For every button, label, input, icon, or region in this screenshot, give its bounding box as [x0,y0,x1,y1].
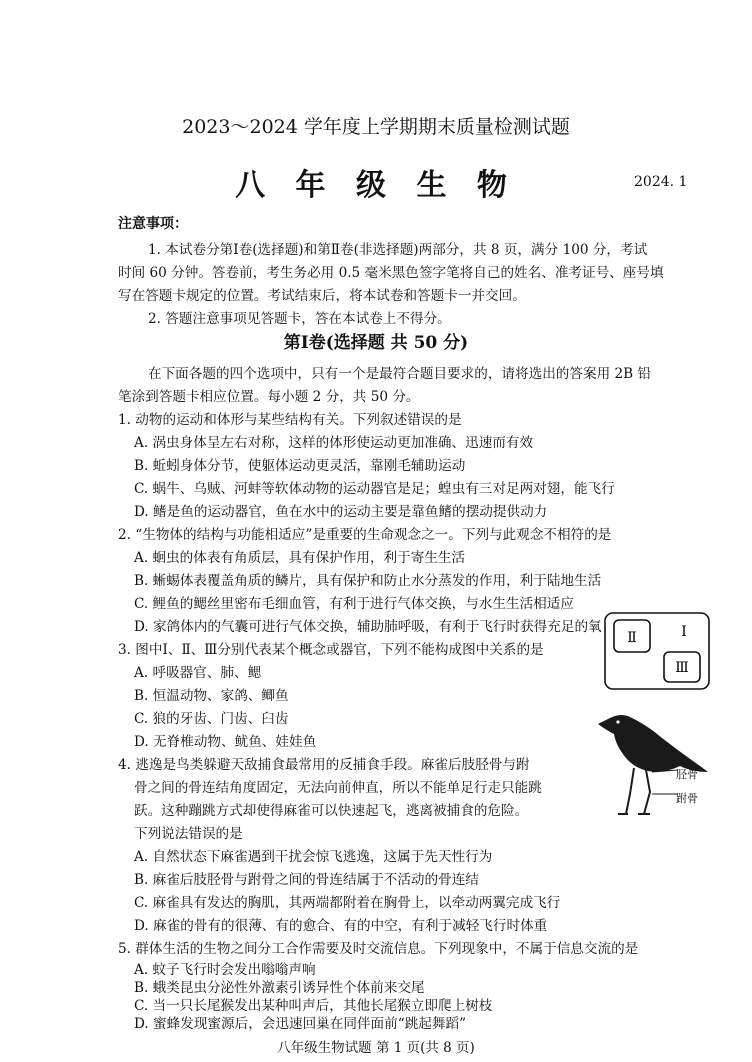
section-title: 第Ⅰ卷(选择题 共 50 分) [283,333,469,353]
question-stem: 4. 逃逸是鸟类躲避天敌捕食最常用的反捕食手段。麻雀后肢胫骨与跗 [118,757,530,773]
sparrow-body [598,715,708,772]
question-option: C. 鲤鱼的鳃丝里密布毛细血管，有利于进行气体交换，与水生生活相适应 [134,596,574,612]
notice-line: 1. 本试卷分第Ⅰ卷(选择题)和第Ⅱ卷(非选择题)两部分，共 8 页，满分 100 分，考试 [148,242,648,258]
tarsus-label: 跗骨 [676,792,698,805]
question-option: A. 蛔虫的体表有角质层，具有保护作用，利于寄生生活 [134,550,466,566]
section-instruction: 在下面各题的四个选项中，只有一个是最符合题目要求的，请将选出的答案用 2B 铅 [148,366,652,382]
sparrow-left-leg [626,768,634,814]
question-stem: 2. “生物体的结构与功能相适应”是重要的生命观念之一。下列与此观念不相符的是 [118,527,612,543]
concept-label-3: Ⅲ [675,660,689,676]
question-stem: 跃。这种蹦跳方式却使得麻雀可以快速起飞，逃离被捕食的危险。 [134,803,529,819]
question-option: B. 蜥蜴体表覆盖角质的鳞片，具有保护和防止水分蒸发的作用，利于陆地生活 [134,573,602,589]
exam-title: 2023～2024 学年度上学期期末质量检测试题 [182,116,570,138]
question-option: C. 狼的牙齿、门齿、臼齿 [134,711,289,727]
concept-label-1: Ⅰ [681,624,687,640]
question-option: B. 恒温动物、家鸽、鲫鱼 [134,688,289,704]
concept-box-outer [605,613,709,689]
question-option: D. 鳍是鱼的运动器官，鱼在水中的运动主要是靠鱼鳍的摆动提供动力 [134,504,548,520]
question-option: A. 自然状态下麻雀遇到干扰会惊飞逃逸，这属于先天性行为 [134,849,493,865]
question-option: D. 无脊椎动物、鱿鱼、娃娃鱼 [134,734,317,750]
concept-label-2: Ⅱ [627,630,637,646]
question-option: A. 涡虫身体呈左右对称，这样的体形使运动更加准确、迅速而有效 [134,435,534,451]
question-option: A. 呼吸器官、肺、鳃 [134,665,262,681]
question-option: B. 蛾类昆虫分泌性外激素引诱异性个体前来交尾 [134,980,425,996]
notice-line: 时间 60 分钟。答卷前，考生务必用 0.5 毫米黑色签字笔将自己的姓名、准考证号、座号填 [118,265,664,281]
question-stem: 3. 图中Ⅰ、Ⅱ、Ⅲ分别代表某个概念或器官，下列不能构成图中关系的是 [118,642,544,658]
question-option: D. 家鸽体内的气囊可进行气体交换，辅助肺呼吸，有利于飞行时获得充足的氧 [134,619,602,635]
exam-date: 2024. 1 [634,174,688,190]
question-option: D. 麻雀的骨有的很薄、有的愈合、有的中空，有利于减轻飞行时体重 [134,918,548,934]
notice-line: 写在答题卡规定的位置。考试结束后，将本试卷和答题卡一并交回。 [118,288,526,304]
exam-subject: 八 年 级 生 物 [235,168,517,203]
question-option: C. 麻雀具有发达的胸肌，其两端都附着在胸骨上，以牵动两翼完成飞行 [134,895,561,911]
question-option: A. 蚊子飞行时会发出嗡嗡声响 [134,962,316,978]
question-stem: 1. 动物的运动和体形与某些结构有关。下列叙述错误的是 [118,412,462,428]
question-option: B. 蚯蚓身体分节，使躯体运动更灵活，靠刚毛辅助运动 [134,458,466,474]
question-option: C. 蜗牛、乌贼、河蚌等软体动物的运动器官是足；蝗虫有三对足两对翅，能飞行 [134,481,615,497]
notice-heading: 注意事项： [118,216,188,232]
sparrow-eye [616,720,619,723]
question-option: C. 当一只长尾猴发出某种叫声后，其他长尾猴立即爬上树枝 [134,998,493,1014]
question-option: D. 蜜蜂发现蜜源后，会迅速回巢在同伴面前“跳起舞蹈” [134,1016,467,1032]
notice-line: 2. 答题注意事项见答题卡，答在本试卷上不得分。 [148,311,451,327]
question-option: B. 麻雀后肢胫骨与跗骨之间的骨连结属于不活动的骨连结 [134,872,479,888]
question-stem: 5. 群体生活的生物之间分工合作需要及时交流信息。下列现象中，不属于信息交流的是 [118,941,639,957]
question-stem: 下列说法错误的是 [134,826,243,842]
page-footer: 八年级生物试题 第 1 页(共 8 页) [277,1040,475,1056]
sparrow-right-leg [644,770,650,814]
concept-diagram [604,612,710,690]
section-instruction: 笔涂到答题卡相应位置。每小题 2 分，共 50 分。 [118,389,420,405]
tibia-label: 胫骨 [676,768,698,781]
question-stem: 骨之间的骨连结角度固定，无法向前伸直，所以不能单足行走只能跳 [134,780,542,796]
